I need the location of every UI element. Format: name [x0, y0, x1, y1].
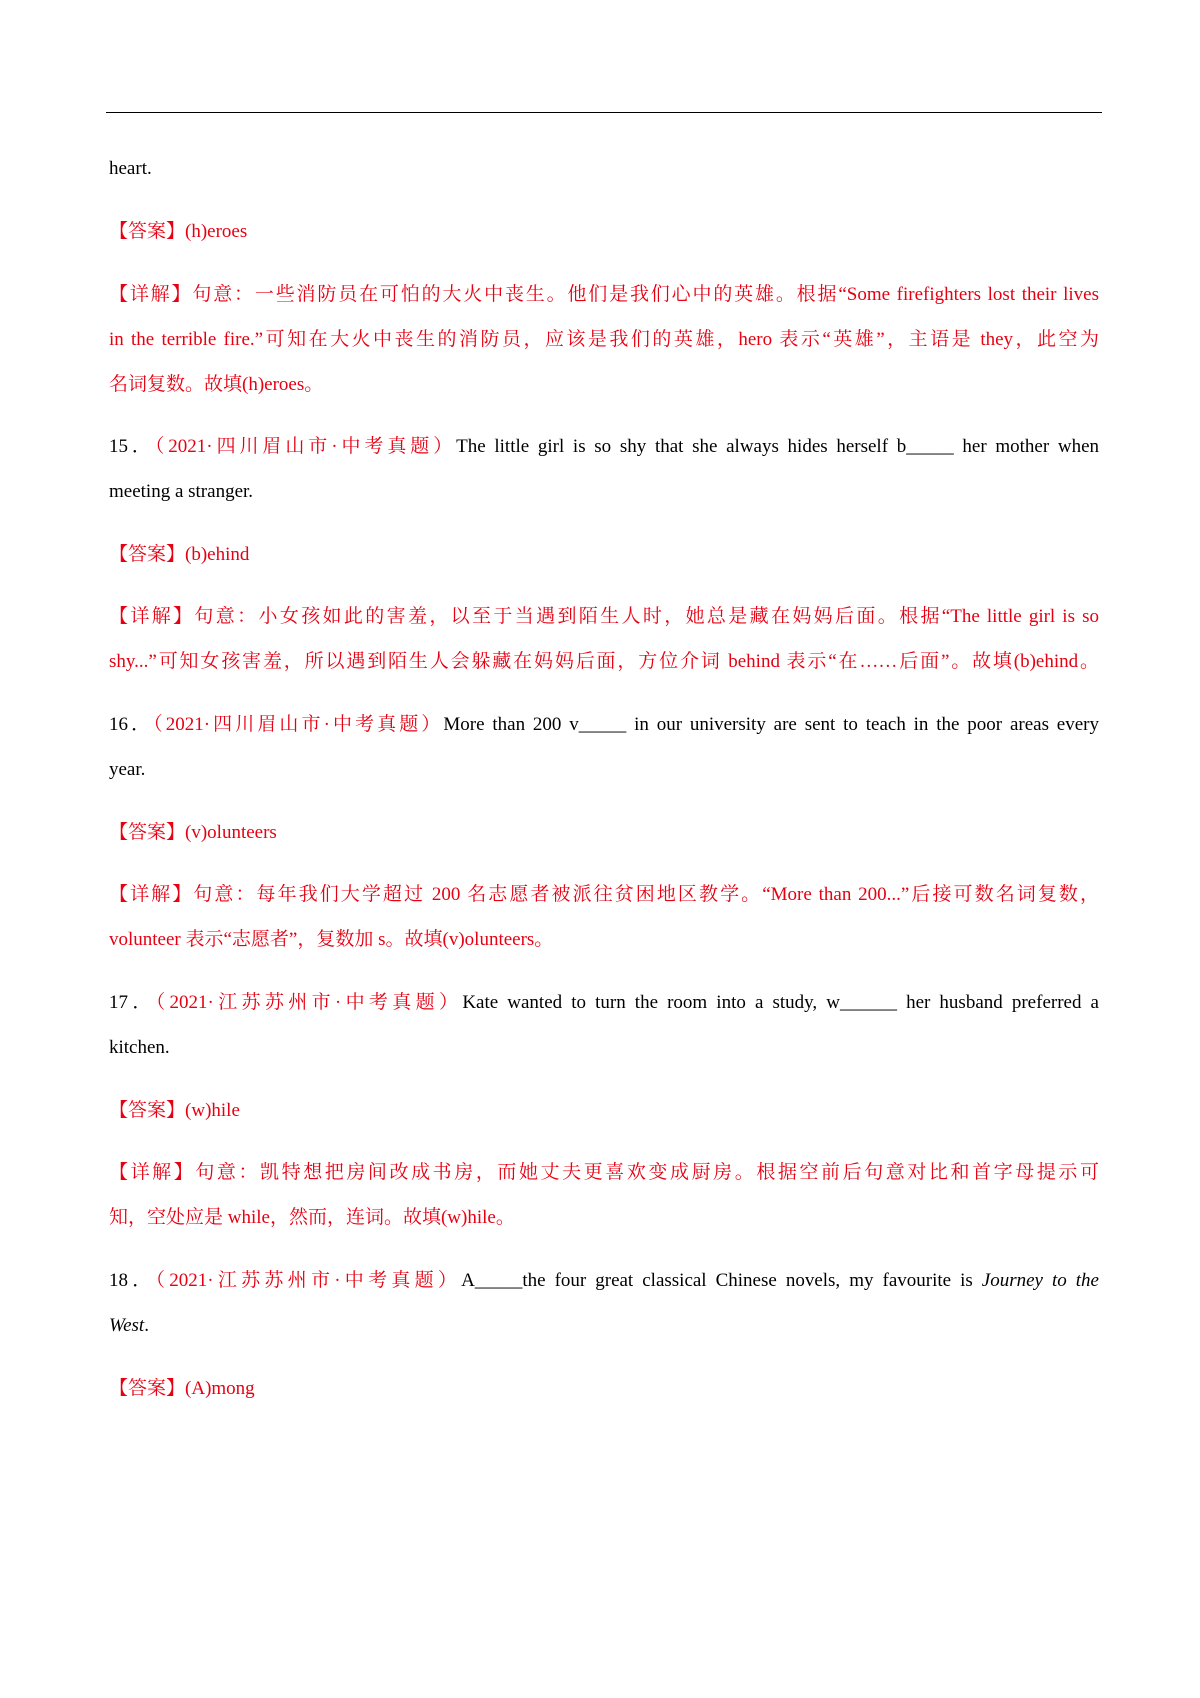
q17-answer [109, 1097, 240, 1125]
book-title-part-1: Journey to the [981, 1270, 1099, 1291]
q17-stem-line-1 [109, 989, 1099, 1017]
question-number: 16． [109, 714, 154, 735]
q15-stem-line-2: meeting a stranger. [109, 481, 254, 502]
detail-text: 句意：凯特想把房间改成书房，而她丈夫更喜欢变成厨房。根据空前后句意对比和首字母提示可 [195, 1162, 1099, 1183]
stem-text: Kate wanted to turn the room into a study, w______ her husband preferred a [462, 992, 1099, 1013]
detail-text: 句意：一些消防员在可怕的大火中丧生。他们是我们心中的英雄。根据“Some firefighters lost their lives [192, 284, 1099, 305]
detail-text: 句意：每年我们大学超过 200 名志愿者被派往贫困地区教学。“More than 200...”后接可数名词复数， [193, 884, 1099, 905]
q15-answer [109, 541, 249, 569]
q18-answer [109, 1375, 255, 1403]
q16-detail-line-2: volunteer 表示“志愿者”，复数加 s。故填(v)olunteers。 [109, 929, 554, 950]
question-number: 17． [109, 992, 156, 1013]
q14-detail-line-3: 名词复数。故填(h)eroes。 [109, 374, 324, 395]
q16-stem-line-1 [109, 711, 1099, 739]
q14-detail-line-2: in the terrible fire.”可知在大火中丧生的消防员，应该是我们的英雄，hero 表示“英雄”，主语是 they，此空为 [109, 329, 1099, 350]
q17-detail-line-2: 知，空处应是 while，然而，连词。故填(w)hile。 [109, 1207, 515, 1228]
q16-detail-line-1 [109, 881, 1099, 909]
q17-detail-line-1 [109, 1159, 1099, 1187]
q15-detail-line-2: shy...”可知女孩害羞，所以遇到陌生人会躲藏在妈妈后面，方位介词 behind 表示“在……后面”。故填(b)ehind。 [109, 651, 1099, 672]
answer-label: 【答案】 [109, 822, 186, 843]
answer-text: (v)olunteers [185, 822, 277, 843]
stem-text: More than 200 v_____ in our university are sent to teach in the poor areas every [443, 714, 1100, 735]
answer-label: 【答案】 [109, 1100, 186, 1121]
header-rule [106, 112, 1102, 113]
q15-stem-line-1 [109, 433, 1099, 461]
detail-label: 【详解】 [109, 1162, 196, 1183]
question-source: （2021·江苏苏州市·中考真题） [155, 992, 463, 1013]
detail-label: 【详解】 [109, 284, 193, 305]
answer-label: 【答案】 [109, 544, 186, 565]
q18-stem-line-1 [109, 1267, 1099, 1295]
q16-stem-line-2: year. [109, 759, 146, 780]
q14-answer [109, 218, 247, 246]
answer-label: 【答案】 [109, 221, 186, 242]
q17-stem-line-2: kitchen. [109, 1037, 170, 1058]
detail-text: 句意：小女孩如此的害羞，以至于当遇到陌生人时，她总是藏在妈妈后面。根据“The little girl is so [194, 606, 1099, 627]
answer-text: (b)ehind [185, 544, 250, 565]
question-number: 18． [109, 1270, 156, 1291]
book-title-part-2: West [109, 1315, 145, 1336]
stem-text: A_____the four great classical Chinese novels, my favourite is [461, 1270, 982, 1291]
q15-detail-line-1 [109, 603, 1099, 631]
question-source: （2021·四川眉山市·中考真题） [153, 714, 444, 735]
detail-label: 【详解】 [109, 884, 194, 905]
answer-label: 【答案】 [109, 1378, 186, 1399]
q16-answer [109, 819, 277, 847]
question-source: （2021·四川眉山市·中考真题） [154, 436, 457, 457]
detail-label: 【详解】 [109, 606, 195, 627]
q18-stem-line-2 [109, 1312, 149, 1340]
answer-text: (A)mong [185, 1378, 255, 1399]
question-number: 15． [109, 436, 155, 457]
question-source: （2021·江苏苏州市·中考真题） [155, 1270, 462, 1291]
prev-question-tail: heart. [109, 158, 152, 179]
answer-text: (h)eroes [185, 221, 248, 242]
q14-detail-line-1 [109, 281, 1099, 309]
stem-text: The little girl is so shy that she always hides herself b_____ her mother when [456, 436, 1099, 457]
sentence-end: . [144, 1315, 149, 1336]
answer-text: (w)hile [185, 1100, 240, 1121]
